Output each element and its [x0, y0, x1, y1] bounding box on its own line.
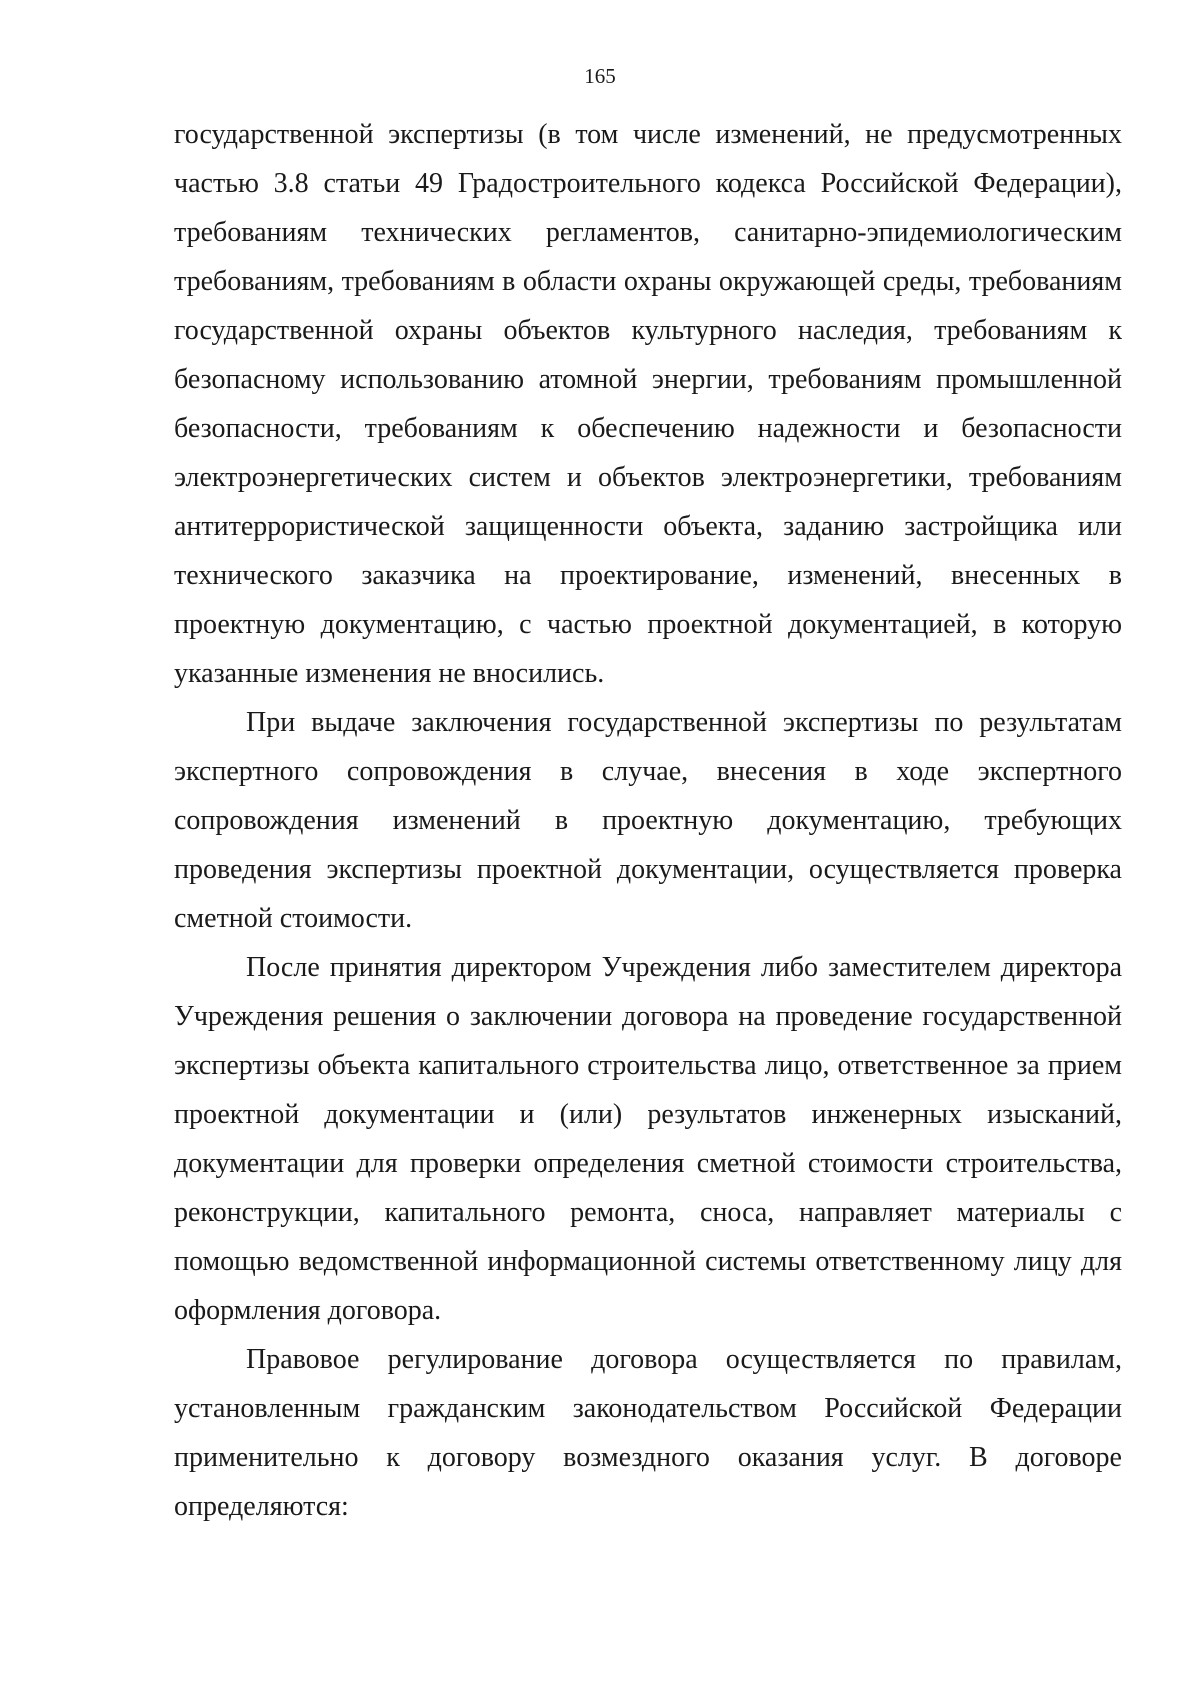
paragraph-conclusion-issuance: При выдаче заключения государственной экспертизы по результатам экспертного сопровождения в случае, внесения в ходе экспертного сопровождения изменений в проектную документацию, требующих проведения экспертизы проектной документации, осуществляется проверка сметной стоимости.: [174, 707, 1122, 934]
paragraph-legal-regulation: Правовое регулирование договора осуществляется по правилам, установленным гражданским законодательством Российской Федерации применительно к договору возмездного оказания услуг. В договоре определяются:: [174, 1344, 1122, 1522]
paragraph-contract-decision: После принятия директором Учреждения либо заместителем директора Учреждения решения о заключении договора на проведение государственной экспертизы объекта капитального строительства лицо, ответственное за прием проектной документации и (или) результатов инженерных изысканий, документации для проверки определения сметной стоимости строительства, реконструкции, капитального ремонта, сноса, направляет материалы с помощью ведомственной информационной системы ответственному лицу для оформления договора.: [174, 952, 1122, 1326]
body-text: [174, 110, 1122, 1531]
paragraph-continuation: государственной экспертизы (в том числе изменений, не предусмотренных частью 3.8 статьи 49 Градостроительного кодекса Российской Федерации), требованиям технических регламентов, санитарно-эпидемиологическим требованиям, требованиям в области охраны окружающей среды, требованиям государственной охраны объектов культурного наследия, требованиям к безопасному использованию атомной энергии, требованиям промышленной безопасности, требованиям к обеспечению надежности и безопасности электроэнергетических систем и объектов электроэнергетики, требованиям антитеррористической защищенности объекта, заданию застройщика или технического заказчика на проектирование, изменений, внесенных в проектную документацию, с частью проектной документацией, в которую указанные изменения не вносились.: [174, 119, 1122, 689]
page-number: 165: [584, 64, 616, 88]
